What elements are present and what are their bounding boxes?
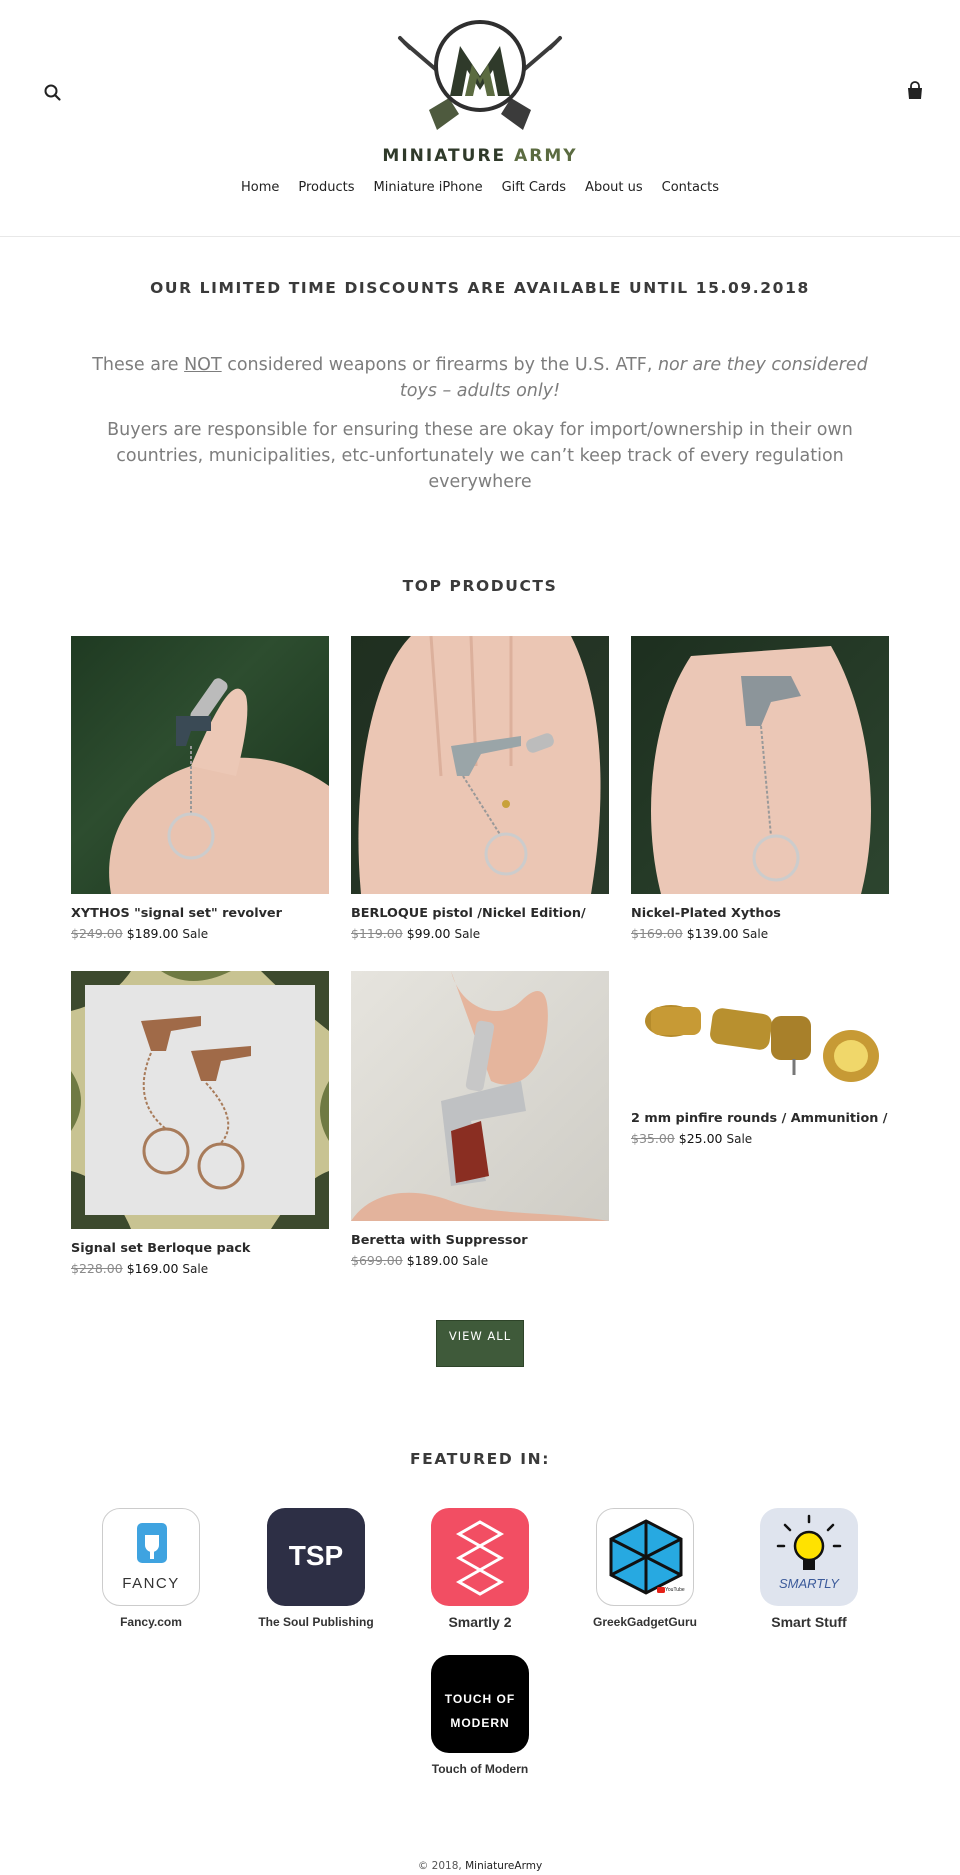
product-image[interactable] [631, 971, 889, 1099]
product-card[interactable] [71, 636, 329, 941]
nav-products[interactable]: Products [298, 180, 355, 195]
touch-of-modern-logo-icon[interactable] [431, 1655, 529, 1753]
smartly-logo-icon[interactable] [431, 1508, 529, 1606]
disclaimer-line-1: These are NOT considered weapons or firearms by the U.S. ATF, nor are they considered toys – adults only! [92, 355, 868, 401]
brand-wordmark: MINIATURE ARMY [382, 146, 578, 166]
site-header [0, 0, 960, 237]
product-price: $699.00 $189.00 Sale [351, 1253, 489, 1268]
top-products-title: TOP PRODUCTS [402, 577, 558, 595]
nav-gift-cards[interactable]: Gift Cards [501, 180, 567, 195]
featured-label: The Soul Publishing [258, 1615, 374, 1629]
product-price: $249.00 $189.00 Sale [71, 926, 209, 941]
footer-brand-link[interactable]: MiniatureArmy [465, 1860, 543, 1872]
product-card[interactable] [631, 636, 889, 941]
product-title[interactable]: BERLOQUE pistol /Nickel Edition/ [351, 906, 586, 921]
product-image[interactable] [71, 636, 329, 894]
featured-label: Smartly 2 [448, 1614, 512, 1630]
tsp-logo-icon[interactable] [267, 1508, 365, 1606]
nav-home[interactable]: Home [241, 180, 280, 195]
product-title[interactable]: XYTHOS "signal set" revolver [71, 906, 282, 921]
featured-label: Fancy.com [120, 1615, 182, 1629]
featured-label: Smart Stuff [771, 1614, 847, 1630]
featured-item[interactable] [81, 1508, 221, 1629]
footer [0, 1860, 960, 1872]
nav-contacts[interactable]: Contacts [661, 180, 719, 195]
product-image[interactable] [71, 971, 329, 1229]
cart-icon[interactable] [904, 80, 926, 102]
product-price: $228.00 $169.00 Sale [71, 1261, 209, 1276]
product-price: $119.00 $99.00 Sale [351, 926, 481, 941]
nav-about-us[interactable]: About us [585, 180, 643, 195]
greekgadgetguru-logo-icon[interactable] [596, 1508, 694, 1606]
product-image[interactable] [351, 971, 609, 1221]
smartly-tile-text: SMARTLY [779, 1576, 839, 1591]
fancy-logo-icon[interactable] [102, 1508, 200, 1606]
featured-item[interactable] [575, 1508, 715, 1629]
discount-announcement: OUR LIMITED TIME DISCOUNTS ARE AVAILABLE UNTIL 15.09.2018 [150, 279, 810, 297]
tsp-tile-text: TSP [288, 1540, 344, 1571]
copyright: © 2018, [417, 1860, 462, 1872]
featured-title: FEATURED IN: [409, 1450, 551, 1468]
youtube-tile-text: YouTube [665, 1587, 685, 1593]
rifle-right-icon [520, 38, 560, 73]
product-title[interactable]: Signal set Berloque pack [71, 1241, 251, 1256]
search-icon[interactable] [42, 82, 64, 104]
disclaimer-line-2: Buyers are responsible for ensuring these are okay for import/ownership in their own countries, municipalities, etc-unfortunately we can’t keep track of every regulation everywhere [107, 420, 853, 492]
featured-item[interactable] [739, 1508, 879, 1630]
product-image[interactable] [631, 636, 889, 894]
view-all-button[interactable]: VIEW ALL [436, 1320, 524, 1367]
product-card[interactable] [71, 971, 329, 1276]
featured-item[interactable] [410, 1655, 550, 1776]
product-card[interactable] [351, 636, 609, 941]
featured-item[interactable] [246, 1508, 386, 1629]
featured-label: GreekGadgetGuru [592, 1615, 698, 1629]
product-title[interactable]: 2 mm pinfire rounds / Ammunition / [631, 1111, 888, 1126]
smart-stuff-logo-icon[interactable] [760, 1508, 858, 1606]
featured-item[interactable] [410, 1508, 550, 1630]
product-title[interactable]: Nickel-Plated Xythos [631, 906, 781, 921]
product-title[interactable]: Beretta with Suppressor [351, 1233, 528, 1248]
product-price: $35.00 $25.00 Sale [631, 1131, 753, 1146]
product-image[interactable] [351, 636, 609, 894]
product-card[interactable] [351, 971, 609, 1268]
product-card[interactable] [631, 971, 889, 1146]
nav-miniature-iphone[interactable]: Miniature iPhone [373, 180, 483, 195]
product-price: $169.00 $139.00 Sale [631, 926, 769, 941]
main-nav [0, 180, 960, 195]
fancy-tile-text: FANCY [122, 1575, 180, 1592]
rifle-left-icon [400, 38, 440, 73]
disclaimer [72, 352, 888, 508]
featured-label: Touch of Modern [431, 1762, 529, 1776]
tom-tile-text: TOUCH OF MODERN [444, 1692, 516, 1730]
